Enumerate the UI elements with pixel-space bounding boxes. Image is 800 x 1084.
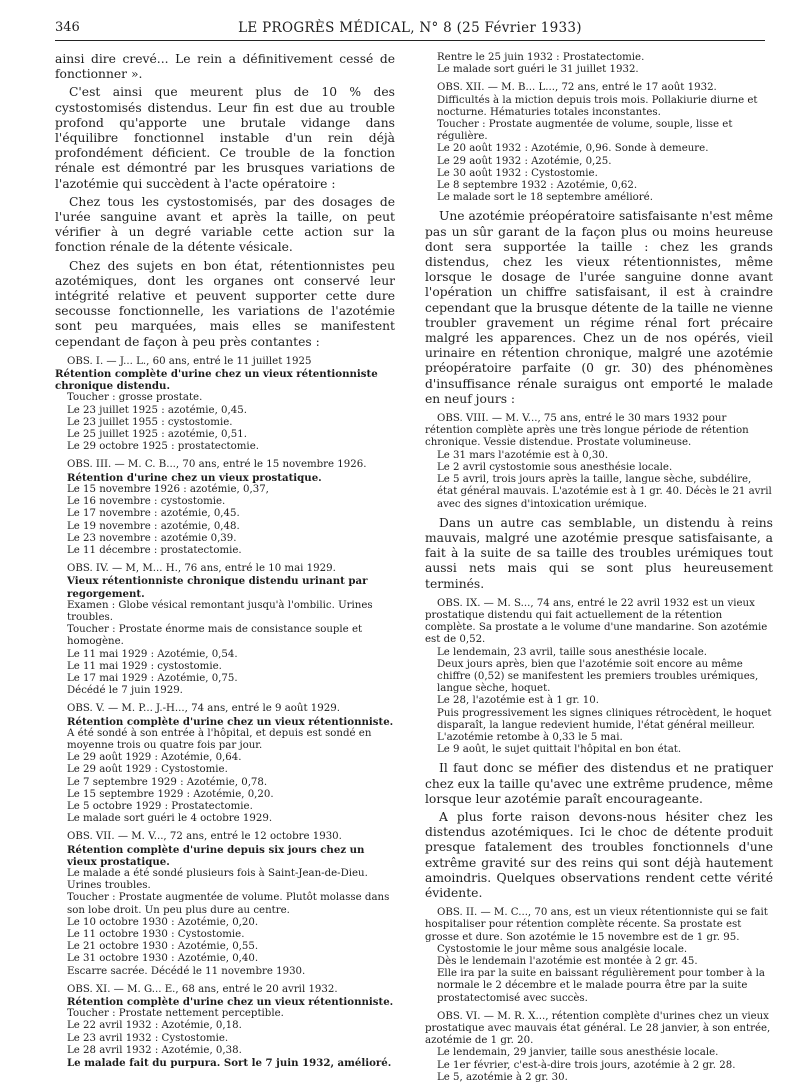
paragraph: C'est ainsi que meurent plus de 10 % des cystostomisés distendus. Leur fin est due au trouble profond qu'apporte une brutale vidange dans l'équilibre fonctionnel instable d'un rein déjà profondément déficient. Ce trouble de la fonction rénale est démontré par les brusques variations de l'azotémie qui succèdent à l'acte opératoire : xyxy=(55,85,395,191)
observation-line: Examen : Globe vésical remontant jusqu'à l'ombilic. Urines troubles. xyxy=(67,599,373,623)
observation-line: Le 8 septembre 1932 : Azotémie, 0,62. xyxy=(437,180,638,192)
observation-line: Difficultés à la miction depuis trois mois. Pollakiurie diurne et nocturne. Hématuries totales inconstantes. xyxy=(437,94,758,118)
observation-line: Le 23 juillet 1925 : azotémie, 0,45. xyxy=(67,404,247,416)
observation-line: Le 1er février, c'est-à-dire trois jours, azotémie à 2 gr. 28. xyxy=(437,1059,736,1071)
observation-line: Rétention complète d'urine chez un vieux rétentionniste. xyxy=(67,996,394,1009)
observation-line: Rétention complète d'urine depuis six jours chez un vieux prostatique. xyxy=(67,843,365,868)
observation-line: Puis progressivement les signes cliniques rétrocèdent, le hoquet disparaît, la langue redevient humide, l'état général meilleur. L'azotémie retombe à 0,33 le 5 mai. xyxy=(437,707,772,743)
observation-line: Le 28 avril 1932 : Azotémie, 0,38. xyxy=(67,1044,242,1056)
left-column xyxy=(55,52,395,1070)
observation-line: Le 19 novembre : azotémie, 0,48. xyxy=(67,520,240,532)
observation-line: Le 31 octobre 1930 : Azotémie, 0,40. xyxy=(67,953,259,965)
observation-heading: OBS. XII. — M. B... L..., 72 ans, entré le 17 août 1932. xyxy=(437,82,717,94)
observation-line: Le 29 octobre 1925 : prostatectomie. xyxy=(67,441,259,453)
observation-line: Le 23 avril 1932 : Cystostomie. xyxy=(67,1032,229,1044)
observation-line: Le malade fait du purpura. Sort le 7 juin 1932, amélioré. xyxy=(67,1057,392,1070)
observation-line: Toucher : Prostate augmentée de volume, souple, lisse et régulière. xyxy=(437,119,733,143)
observation-line: Le 29 août 1929 : Azotémie, 0,64. xyxy=(67,752,242,764)
observation-line: Rétention complète d'urine chez un vieux rétentionniste chronique distendu. xyxy=(55,368,378,393)
observation-heading: OBS. V. — M. P... J.-H..., 74 ans, entré le 9 août 1929. xyxy=(67,703,340,715)
observation-heading: OBS. I. — J... L., 60 ans, entré le 11 juillet 1925 xyxy=(67,355,312,367)
right-column xyxy=(425,52,773,1083)
observation-line: Le 11 mai 1929 : Azotémie, 0,54. xyxy=(67,648,238,660)
observation-line: Vieux rétentionniste chronique distendu urinant par regorgement. xyxy=(67,575,368,600)
observation-heading: OBS. III. — M. C. B..., 70 ans, entré le 15 novembre 1926. xyxy=(67,459,367,471)
observation-line: Le 23 novembre : azotémie 0,39. xyxy=(67,532,237,544)
observation-line: Le 7 septembre 1929 : Azotémie, 0,78. xyxy=(67,776,268,788)
observation-line: Le 5, azotémie à 2 gr. 30. xyxy=(437,1071,568,1083)
journal-title: LE PROGRÈS MÉDICAL, N° 8 (25 Février 1933) xyxy=(238,20,582,36)
observation-line: Dès le lendemain l'azotémie est montée à 2 gr. 45. xyxy=(437,956,698,967)
observation-line: Le malade sort guéri le 31 juillet 1932. xyxy=(437,64,639,76)
observation-line: Le 11 octobre 1930 : Cystostomie. xyxy=(67,929,245,940)
observation-line: Le 16 novembre : cystostomie. xyxy=(67,496,226,508)
observation-line: Le 29 août 1932 : Azotémie, 0,25. xyxy=(437,155,612,167)
observation-line: Escarre sacrée. Décédé le 11 novembre 1930. xyxy=(67,965,306,977)
observation-line: Le lendemain, 29 janvier, taille sous anesthésie locale. xyxy=(437,1047,719,1059)
observation-line: Le 15 septembre 1929 : Azotémie, 0,20. xyxy=(67,788,274,800)
observation-line: Le 11 décembre : prostatectomie. xyxy=(67,544,242,556)
observation-line: Rétention d'urine chez un vieux prostatique. xyxy=(67,471,322,484)
paragraph: Chez tous les cystostomisés, par des dosages de l'urée sanguine avant et après la taille, on peut vérifier à un degré variable cette action sur la fonction rénale de la détente vésicale. xyxy=(55,194,395,255)
observation-block xyxy=(55,563,395,697)
observation-line: Le 2 avril cystostomie sous anesthésie locale. xyxy=(437,461,673,473)
observation-line: Le 22 avril 1932 : Azotémie, 0,18. xyxy=(67,1020,242,1032)
observation-line: Le 17 mai 1929 : Azotémie, 0,75. xyxy=(67,672,238,684)
observation-line: Toucher : grosse prostate. xyxy=(67,392,203,404)
observation-block xyxy=(55,356,395,454)
observation-line: Le 25 juillet 1925 : azotémie, 0,51. xyxy=(67,429,247,441)
observation-line: Le 29 août 1929 : Cystostomie. xyxy=(67,764,228,776)
observation-line: Le malade sort guéri le 4 octobre 1929. xyxy=(67,813,273,825)
observation-block xyxy=(425,413,773,511)
observation-line: Le 15 novembre 1926 : azotémie, 0,37, xyxy=(67,483,269,495)
observation-line: Le 23 juillet 1955 : cystostomie. xyxy=(67,416,233,428)
page-number: 346 xyxy=(55,20,80,35)
observation-heading: OBS. IV. — M, M... H., 76 ans, entré le 10 mai 1929. xyxy=(67,563,336,575)
observation-block xyxy=(55,984,395,1069)
observation-block xyxy=(55,703,395,825)
observation-heading: OBS. VII. — M. V..., 72 ans, entré le 12 octobre 1930. xyxy=(67,831,342,843)
observation-heading: OBS. VI. — M. R. X..., rétention complète d'urines chez un vieux prostatique avec mauvais état général. Le 28 janvier, à son entrée, azotémie de 1 gr. 20. xyxy=(425,1010,771,1047)
observation-block xyxy=(55,831,395,977)
observation-line: Elle ira par la suite en baissant régulièrement pour tomber à la normale le 2 décembre et le malade pourra être par la suite prostatectomisé avec succès. xyxy=(437,968,765,1004)
observation-line: Le 30 août 1932 : Cystostomie. xyxy=(437,167,598,179)
observation-line: Rétention complète d'urine chez un vieux rétentionniste. xyxy=(67,715,394,728)
paragraph: Dans un autre cas semblable, un distendu à reins mauvais, malgré une azotémie presque satisfaisante, a fait à la suite de sa taille des troubles urémiques tout aussi nets mais qui se sont plus heureusement terminés. xyxy=(425,515,773,591)
paragraph: Une azotémie préopératoire satisfaisante n'est même pas un sûr garant de la façon plus ou moins heureuse dont sera supportée la taille : chez les grands distendus, chez les vieux rétentionnistes, même lorsque le dosage de l'urée sanguine donne avant l'opération un chiffre satisfaisant, il est à craindre cependant que la brusque détente de la taille ne vienne troubler gravement un régime rénal fort précaire malgré les apparences. Chez un de nos opérés, vieil urinaire en rétention chronique, malgré une azotémie préopératoire parfaite (0 gr. 30) des phénomènes d'insuffisance rénale suraigus ont emporté le malade en neuf jours : xyxy=(425,209,773,406)
observation-line: Le 9 août, le sujet quittait l'hôpital en bon état. xyxy=(437,744,682,756)
paragraph: A plus forte raison devons-nous hésiter chez les distendus azotémiques. Ici le choc de détente produit presque fatalement des troubles fonctionnels d'une extrême gravité sur des reins qui sont déjà hautement amoindris. Quelques observations rendent cette vérité évidente. xyxy=(425,809,773,900)
paragraph: ainsi dire crevé... Le rein a définitivement cessé de fonctionner ». xyxy=(55,52,395,82)
observation-line: Toucher : Prostate augmentée de volume. Plutôt molasse dans son lobe droit. Un peu plus dure au centre. xyxy=(67,892,390,916)
observation-continuation xyxy=(425,52,773,76)
observation-line: Le 5 avril, trois jours après la taille, langue sèche, subdélire, état général mauvais. L'azotémie est à 1 gr. 40. Décès le 21 avril avec des signes d'intoxication urémique. xyxy=(437,474,772,510)
observation-block xyxy=(425,1011,773,1084)
observation-line: Le 21 octobre 1930 : Azotémie, 0,55. xyxy=(67,941,259,953)
observation-line: Le 20 août 1932 : Azotémie, 0,96. Sonde à demeure. xyxy=(437,143,709,155)
observation-line: Décédé le 7 juin 1929. xyxy=(67,685,183,697)
observation-line: Rentre le 25 juin 1932 : Prostatectomie. xyxy=(437,52,645,63)
observation-heading: OBS. IX. — M. S..., 74 ans, entré le 22 avril 1932 est un vieux prostatique distendu qui fait actuellement de la rétention complète. Sa prostate a le volume d'une mandarine. Son azotémie est de 0,52. xyxy=(425,597,768,646)
observation-block xyxy=(425,82,773,204)
paragraph: Chez des sujets en bon état, rétentionnistes peu azotémiques, dont les organes ont conservé leur intégrité relative et peuvent supporter cette dure secousse fonctionnelle, les variations de l'azotémie sont peu marquées, mais elles se manifestent cependant de façon à peu près contantes : xyxy=(55,258,395,349)
paragraph: Il faut donc se méfier des distendus et ne pratiquer chez eux la taille qu'avec une extrême prudence, même lorsque leur azotémie paraît encourageante. xyxy=(425,761,773,806)
observation-line: Le lendemain, 23 avril, taille sous anesthésie locale. xyxy=(437,646,707,658)
observation-heading: OBS. XI. — M. G... E., 68 ans, entré le 20 avril 1932. xyxy=(67,983,338,995)
observation-line: A été sondé à son entrée à l'hôpital, et depuis est sondé en moyenne trois ou quatre fois par jour. xyxy=(67,727,372,751)
header-rule xyxy=(55,40,765,41)
observation-line: Cystostomie le jour même sous analgésie locale. xyxy=(437,943,688,955)
observation-line: Le 11 mai 1929 : cystostomie. xyxy=(67,660,222,672)
observation-line: Le malade sort le 18 septembre amélioré. xyxy=(437,192,653,204)
observation-block xyxy=(425,907,773,1005)
observation-line: Toucher : Prostate nettement perceptible. xyxy=(67,1008,284,1020)
observation-line: Le malade a été sondé plusieurs fois à Saint-Jean-de-Dieu. Urines troubles. xyxy=(67,867,368,892)
observation-block xyxy=(425,598,773,757)
observation-line: Le 28, l'azotémie est à 1 gr. 10. xyxy=(437,695,599,707)
running-header xyxy=(55,20,765,40)
observation-line: Deux jours après, bien que l'azotémie soit encore au même chiffre (0,52) se manifestent les premiers troubles urémiques, langue sèche, hoquet. xyxy=(437,658,759,695)
observation-line: Le 5 octobre 1929 : Prostatectomie. xyxy=(67,800,253,812)
observation-line: Le 17 novembre : azotémie, 0,45. xyxy=(67,508,240,520)
observation-line: Le 31 mars l'azotémie est à 0,30. xyxy=(437,449,609,461)
observation-heading: OBS. II. — M. C..., 70 ans, est un vieux rétentionniste qui se fait hospitaliser pour rétention complète récente. Sa prostate est grosse et dure. Son azotémie le 15 novembre est de 1 gr. 95. xyxy=(425,907,768,943)
observation-line: Toucher : Prostate énorme mais de consistance souple et homogène. xyxy=(67,624,363,648)
observation-block xyxy=(55,459,395,557)
observation-line: Le 10 octobre 1930 : Azotémie, 0,20. xyxy=(67,916,259,928)
observation-heading: OBS. VIII. — M. V..., 75 ans, entré le 30 mars 1932 pour rétention complète après une très longue période de rétention chronique. Vessie distendue. Prostate volumineuse. xyxy=(425,413,749,449)
